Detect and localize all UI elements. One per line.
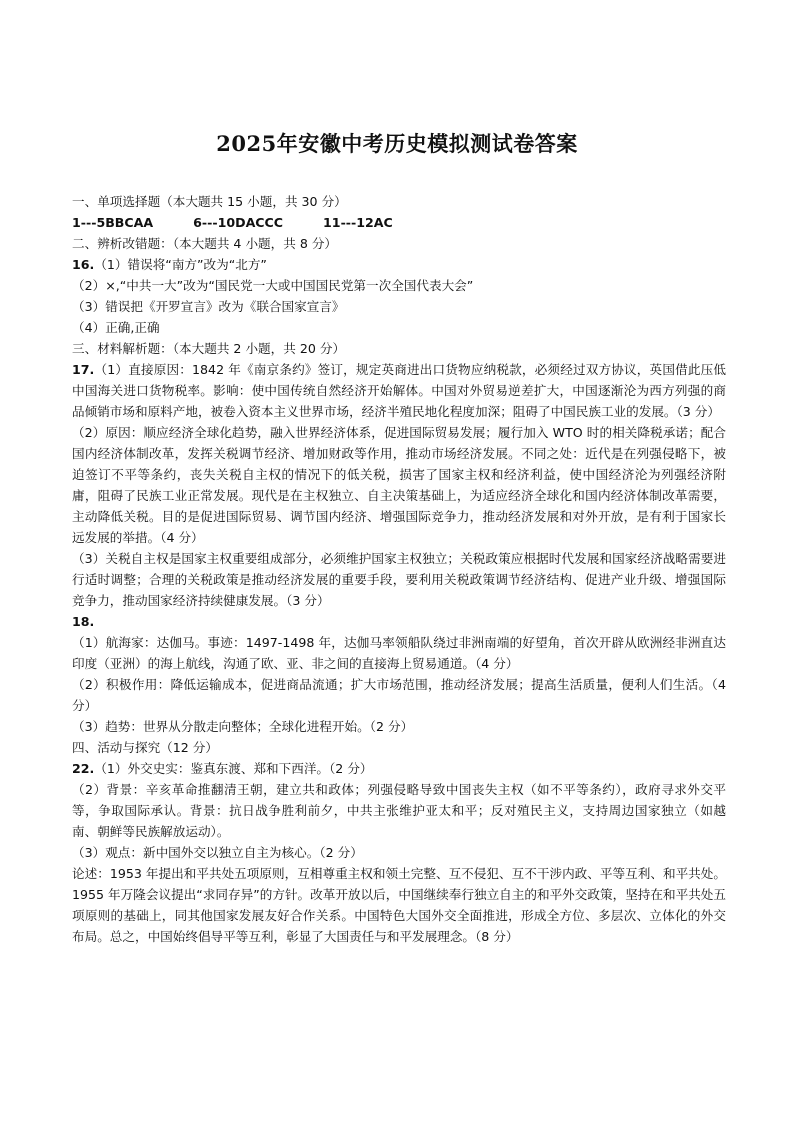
q18-part-2: （2）积极作用：降低运输成本，促进商品流通；扩大市场范围，推动经济发展；提高生活质量，便利人们生活。（4 分）	[72, 677, 726, 713]
q16-part-3: （3）错误把《开罗宣言》改为《联合国家宣言》	[72, 299, 345, 314]
section-1-heading: 一、单项选择题（本大题共 15 小题，共 30 分）	[72, 194, 347, 209]
section-2-heading: 二、辨析改错题：（本大题共 4 小题，共 8 分）	[72, 236, 338, 251]
q22-discussion: 论述：1953 年提出和平共处五项原则，互相尊重主权和领土完整、互不侵犯、互不干涉内政、平等互利、和平共处。1955 年万隆会议提出“求同存异”的方针。改革开放以后，中国继续奉行独立自主的和平外交政策，坚持在和平共处五项原则的基础上，同其他国家发展友好合作关系。中国特色大国外交全面推进，形成全方位、多层次、立体化的外交布局。总之，中国始终倡导平等互利，彰显了大国责任与和平发展理念。（8 分）	[72, 866, 726, 944]
q22-number: 22.	[72, 761, 95, 776]
q18-number: 18.	[72, 614, 95, 629]
answer-content	[72, 191, 726, 947]
q17-part-1: 17.（1）直接原因：1842 年《南京条约》签订，规定英商进出口货物应纳税款，必须经过双方协议，英国借此压低中国海关进口货物税率。影响：使中国传统自然经济开始解体。中国对外贸易逆差扩大，中国逐渐沦为西方列强的商品倾销市场和原料产地，被卷入资本主义世界市场，经济半殖民地化程度加深；阻碍了中国民族工业的发展。（3 分）	[72, 362, 726, 419]
answer-group-1: 1---5BBCAA	[72, 215, 154, 230]
q16-part-2: （2）×,“中共一大”改为“国民党一大或中国国民党第一次全国代表大会”	[72, 278, 474, 293]
q22-part-3: （3）观点：新中国外交以独立自主为核心。（2 分）	[72, 845, 363, 860]
choice-answers	[72, 212, 726, 233]
q16-number: 16.	[72, 257, 95, 272]
q22-part-1: 22.（1）外交史实：鉴真东渡、郑和下西洋。（2 分）	[72, 761, 373, 776]
q16-part-1: 16.（1）错误将“南方”改为“北方”	[72, 257, 267, 272]
answer-group-3: 11---12AC	[323, 215, 393, 230]
q18-part-3: （3）趋势：世界从分散走向整体；全球化进程开始。（2 分）	[72, 719, 414, 734]
q16-part-4: （4）正确,正确	[72, 320, 160, 335]
answer-group-2: 6---10DACCC	[193, 215, 284, 230]
q17-number: 17.	[72, 362, 95, 377]
page-title: 2025年安徽中考历史模拟测试卷答案	[216, 131, 578, 156]
q18-part-1: （1）航海家：达伽马。事迹：1497-1498 年，达伽马率领船队绕过非洲南端的好望角，首次开辟从欧洲经非洲直达印度（亚洲）的海上航线，沟通了欧、亚、非之间的直接海上贸易通道。（4 分）	[72, 635, 726, 671]
q22-part-2: （2）背景：辛亥革命推翻清王朝，建立共和政体；列强侵略导致中国丧失主权（如不平等条约），政府寻求外交平等，争取国际承认。背景：抗日战争胜利前夕，中共主张维护亚太和平；反对殖民主义，支持周边国家独立（如越南、朝鲜等民族解放运动）。	[72, 782, 726, 839]
section-4-heading: 四、活动与探究（12 分）	[72, 740, 218, 755]
section-3-heading: 三、材料解析题：（本大题共 2 小题，共 20 分）	[72, 341, 346, 356]
q17-part-3: （3）关税自主权是国家主权重要组成部分，必须维护国家主权独立；关税政策应根据时代发展和国家经济战略需要进行适时调整；合理的关税政策是推动经济发展的重要手段，要利用关税政策调节经济结构、促进产业升级、增强国际竞争力，推动国家经济持续健康发展。（3 分）	[72, 551, 726, 608]
q17-part-2: （2）原因：顺应经济全球化趋势，融入世界经济体系，促进国际贸易发展；履行加入 WTO 时的相关降税承诺；配合国内经济体制改革，发挥关税调节经济、增加财政等作用，推动市场经济发展。不同之处：近代是在列强侵略下，被迫签订不平等条约，丧失关税自主权的情况下的低关税，损害了国家主权和经济利益，使中国经济沦为列强经济附庸，阻碍了民族工业正常发展。现代是在主权独立、自主决策基础上，为适应经济全球化和国内经济体制改革需要，主动降低关税。目的是促进国际贸易、调节国内经济、增强国际竞争力，推动经济发展和对外开放，是有利于国家长远发展的举措。（4 分）	[72, 425, 726, 545]
